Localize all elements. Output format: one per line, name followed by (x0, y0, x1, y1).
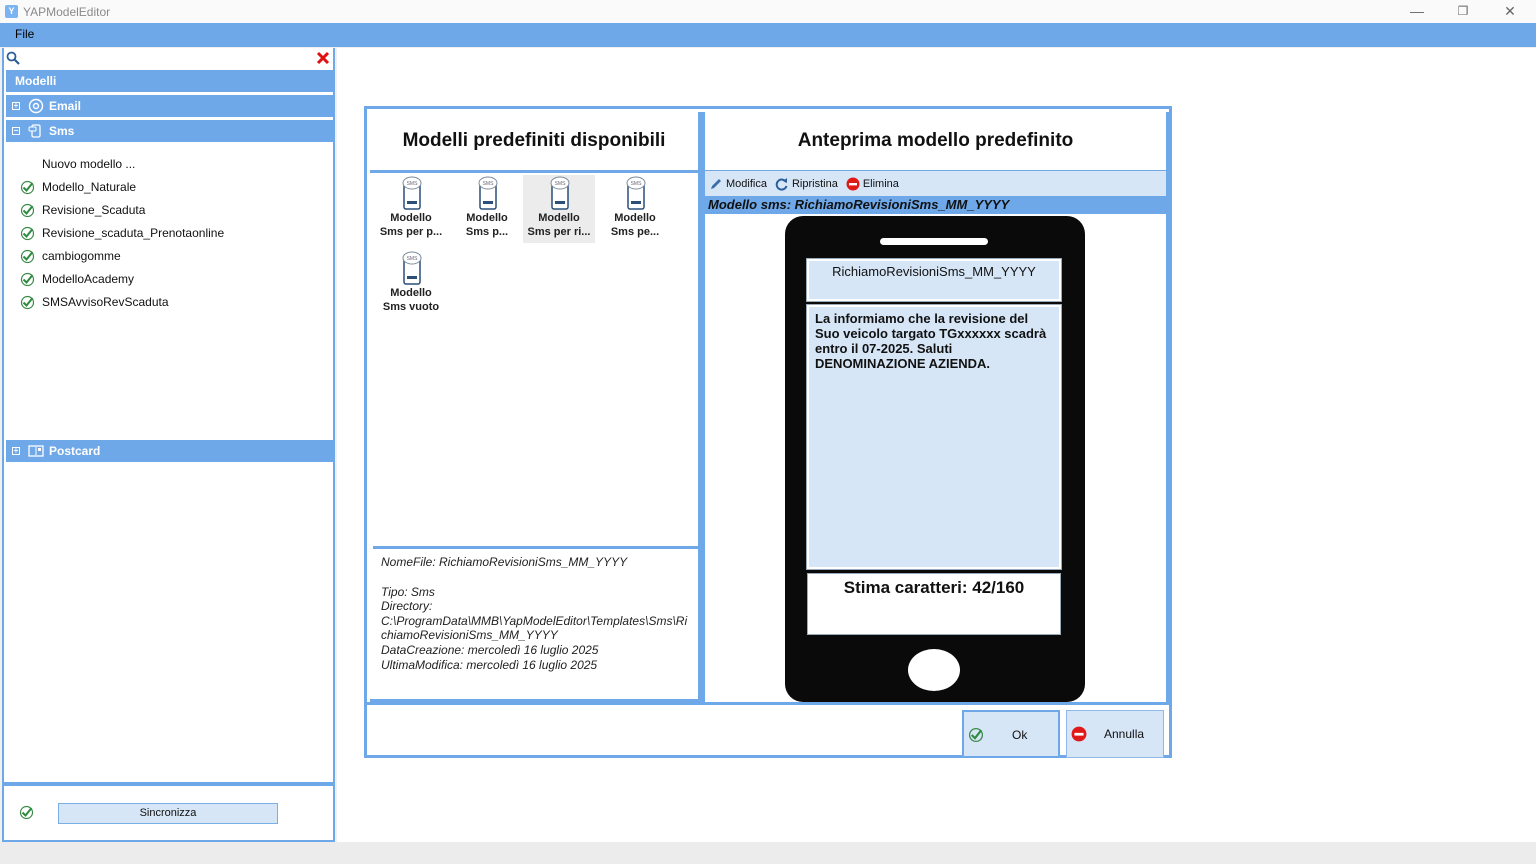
delete-button[interactable] (846, 177, 899, 191)
ok-label: Ok (1012, 728, 1028, 742)
menu-bar (0, 23, 1536, 47)
sms-phone-icon (28, 123, 44, 139)
category-postcard[interactable] (6, 440, 333, 462)
menu-file[interactable]: File (15, 27, 35, 41)
no-entry-icon (1071, 726, 1087, 742)
close-button[interactable]: ✕ (1504, 3, 1516, 19)
restore-button[interactable] (775, 177, 838, 191)
sms-model-list (18, 153, 328, 314)
list-item-label: Modello_Naturale (42, 180, 137, 194)
edit-label: Modifica (726, 177, 767, 190)
template-label: Modello Sms pe... (610, 212, 660, 238)
cancel-label: Annulla (1104, 727, 1145, 741)
template-item[interactable] (375, 250, 447, 318)
preview-title: Anteprima modello predefinito (705, 112, 1166, 170)
dialog-footer (367, 702, 1169, 758)
check-icon (20, 272, 35, 287)
template-item[interactable] (451, 175, 523, 243)
postcard-icon (28, 443, 44, 459)
expand-icon[interactable]: + (13, 446, 19, 455)
svg-text:SMS: SMS (482, 181, 494, 187)
sms-template-icon (544, 175, 574, 211)
list-item-label: Revisione_scaduta_Prenotaonline (42, 226, 225, 240)
template-label: Modello Sms vuoto (382, 287, 440, 313)
template-dialog (364, 106, 1172, 758)
info-type: Tipo: Sms (381, 584, 435, 599)
sms-template-icon (396, 175, 426, 211)
list-item[interactable] (18, 291, 328, 314)
minimize-button[interactable]: — (1410, 3, 1424, 19)
check-icon (20, 226, 35, 241)
char-count: Stima caratteri: 42/160 (807, 573, 1061, 635)
category-email[interactable] (6, 95, 333, 117)
category-email-label: Email (49, 99, 82, 113)
template-item-selected[interactable] (523, 175, 595, 243)
window-title: YAPModelEditor (23, 4, 111, 19)
sync-status-check-icon (19, 805, 34, 820)
info-directory-label: Directory: (381, 599, 433, 614)
info-filename: NomeFile: RichiamoRevisioniSms_MM_YYYY (381, 555, 628, 569)
email-at-icon (28, 98, 44, 114)
svg-text:SMS: SMS (406, 181, 418, 187)
check-icon (20, 249, 35, 264)
template-label: Modello Sms per ri... (527, 212, 591, 238)
template-item[interactable] (599, 175, 671, 243)
models-header-label: Modelli (15, 74, 57, 88)
delete-label: Elimina (862, 177, 899, 190)
category-postcard-label: Postcard (49, 444, 101, 458)
info-modified: UltimaModifica: mercoledì 16 luglio 2025 (381, 657, 598, 672)
collapse-icon[interactable]: − (13, 126, 19, 135)
search-icon (6, 51, 20, 65)
template-item[interactable] (375, 175, 447, 243)
preview-pane (705, 112, 1166, 702)
pencil-icon (709, 177, 723, 191)
svg-text:SMS: SMS (406, 256, 418, 262)
search-bar (4, 48, 333, 68)
list-item-label: ModelloAcademy (42, 272, 135, 286)
sms-body: La informiamo che la revisione del Suo veicolo targato TGxxxxxx scadrà entro il 07-2025. Saluti DENOMINAZIONE AZIENDA. (807, 305, 1061, 569)
list-item-label: SMSAvvisoRevScaduta (42, 295, 169, 309)
info-created: DataCreazione: mercoledì 16 luglio 2025 (381, 642, 599, 657)
title-bar (0, 0, 1536, 23)
template-info (373, 546, 701, 698)
phone-speaker (880, 238, 988, 245)
ok-button[interactable] (962, 710, 1060, 758)
check-icon (20, 180, 35, 195)
list-item-label: Revisione_Scaduta (42, 203, 146, 217)
app-logo-icon: Y (5, 5, 18, 18)
svg-text:SMS: SMS (630, 181, 642, 187)
preview-toolbar (705, 171, 1166, 196)
phone-mockup (785, 216, 1085, 702)
status-bar (0, 842, 1536, 864)
sms-title: RichiamoRevisioniSms_MM_YYYY (807, 259, 1061, 301)
no-entry-icon (846, 177, 860, 191)
restore-label: Ripristina (791, 177, 838, 190)
model-name-label: Modello sms: RichiamoRevisioniSms_MM_YYYY (705, 196, 1166, 214)
refresh-icon (775, 177, 789, 191)
sms-template-icon (472, 175, 502, 211)
svg-text:SMS: SMS (554, 181, 566, 187)
info-directory: C:\ProgramData\MMB\YapModelEditor\Templates\Sms\RichiamoRevisioniSms_MM_YYYY (381, 613, 688, 643)
sms-template-icon (620, 175, 650, 211)
template-label: Modello Sms per p... (379, 212, 443, 238)
list-item[interactable] (18, 176, 328, 199)
list-item-label: Nuovo modello ... (42, 157, 136, 171)
search-input[interactable] (24, 50, 309, 66)
maximize-button[interactable]: ❐ (1457, 4, 1469, 18)
edit-button[interactable] (709, 177, 767, 191)
category-sms[interactable] (6, 120, 333, 142)
list-item[interactable] (18, 268, 328, 291)
models-header (6, 70, 333, 92)
sync-button[interactable]: Sincronizza (58, 803, 278, 824)
check-icon (20, 203, 35, 218)
cancel-button[interactable] (1066, 710, 1164, 758)
template-label: Modello Sms p... (465, 212, 509, 238)
sms-template-icon (396, 250, 426, 286)
list-item[interactable] (18, 245, 328, 268)
list-item[interactable] (18, 199, 328, 222)
new-model-item[interactable] (18, 153, 328, 176)
expand-icon[interactable]: + (13, 101, 19, 110)
templates-pane (370, 112, 701, 702)
phone-home-button (908, 649, 960, 691)
category-sms-label: Sms (49, 124, 75, 138)
clear-search-icon[interactable] (315, 50, 331, 66)
check-icon (968, 727, 984, 743)
templates-title: Modelli predefiniti disponibili (370, 112, 698, 170)
check-icon (20, 295, 35, 310)
sidebar (2, 48, 335, 784)
list-item[interactable] (18, 222, 328, 245)
sync-panel (2, 784, 335, 842)
list-item-label: cambiogomme (42, 249, 121, 263)
